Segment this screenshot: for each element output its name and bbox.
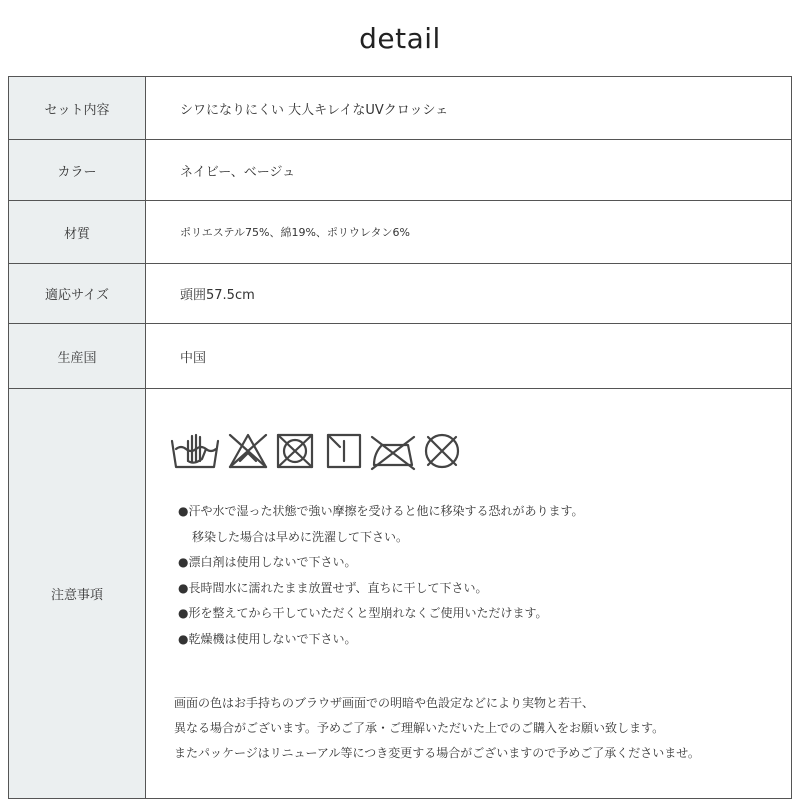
table-row — [9, 264, 792, 324]
row-value-set-contents: シワになりにくい 大人キレイなUVクロッシェ — [146, 77, 792, 140]
table-row — [9, 140, 792, 201]
list-item: ●漂白剤は使用しないで下さい。 — [178, 555, 357, 569]
disclaimer — [174, 694, 794, 769]
no-iron-icon — [372, 437, 414, 469]
row-value-color: ネイビー、ベージュ — [146, 140, 792, 201]
row-label-set-contents: セット内容 — [9, 77, 146, 140]
disclaimer-line: 異なる場合がございます。予めご了承・ご理解いただいた上でのご購入をお願い致します。 — [174, 721, 665, 735]
list-item: ●汗や水で湿った状態で強い摩擦を受けると他に移染する恐れがあります。 — [178, 504, 584, 518]
detail-table — [8, 76, 792, 799]
row-value-origin: 中国 — [146, 324, 792, 389]
row-label-notes: 注意事項 — [9, 389, 146, 799]
disclaimer-line: 画面の色はお手持ちのブラウザ画面での明暗や色設定などにより実物と若干、 — [174, 696, 595, 710]
page-title: detail — [359, 22, 441, 55]
no-tumble-dry-icon — [278, 435, 312, 467]
list-item: ●形を整えてから干していただくと型崩れなくご使用いただけます。 — [178, 606, 548, 620]
row-value-notes — [146, 389, 792, 799]
hand-wash-icon — [172, 435, 218, 467]
row-label-size: 適応サイズ — [9, 264, 146, 324]
row-value-size: 頭囲57.5cm — [146, 264, 792, 324]
care-icons — [170, 431, 470, 471]
row-label-origin: 生産国 — [9, 324, 146, 389]
list-item: ●長時間水に濡れたまま放置せず、直ちに干して下さい。 — [178, 580, 488, 595]
list-item: ●乾燥機は使用しないで下さい。 — [178, 631, 357, 646]
list-item: 移染した場合は早めに洗濯して下さい。 — [192, 529, 409, 544]
table-row — [9, 389, 792, 799]
no-dry-clean-icon — [426, 435, 458, 467]
table-row — [9, 77, 792, 140]
table-row — [9, 324, 792, 389]
table-row — [9, 201, 792, 264]
line-dry-shade-icon — [328, 435, 360, 467]
no-bleach-icon — [230, 435, 266, 467]
row-value-material: ポリエステル75%、綿19%、ポリウレタン6% — [146, 201, 792, 264]
disclaimer-line: またパッケージはリニューアル等につき変更する場合がございますので予めご了承くださいませ。 — [174, 746, 700, 760]
row-label-color: カラー — [9, 140, 146, 201]
row-label-material: 材質 — [9, 201, 146, 264]
care-notes — [178, 502, 778, 655]
